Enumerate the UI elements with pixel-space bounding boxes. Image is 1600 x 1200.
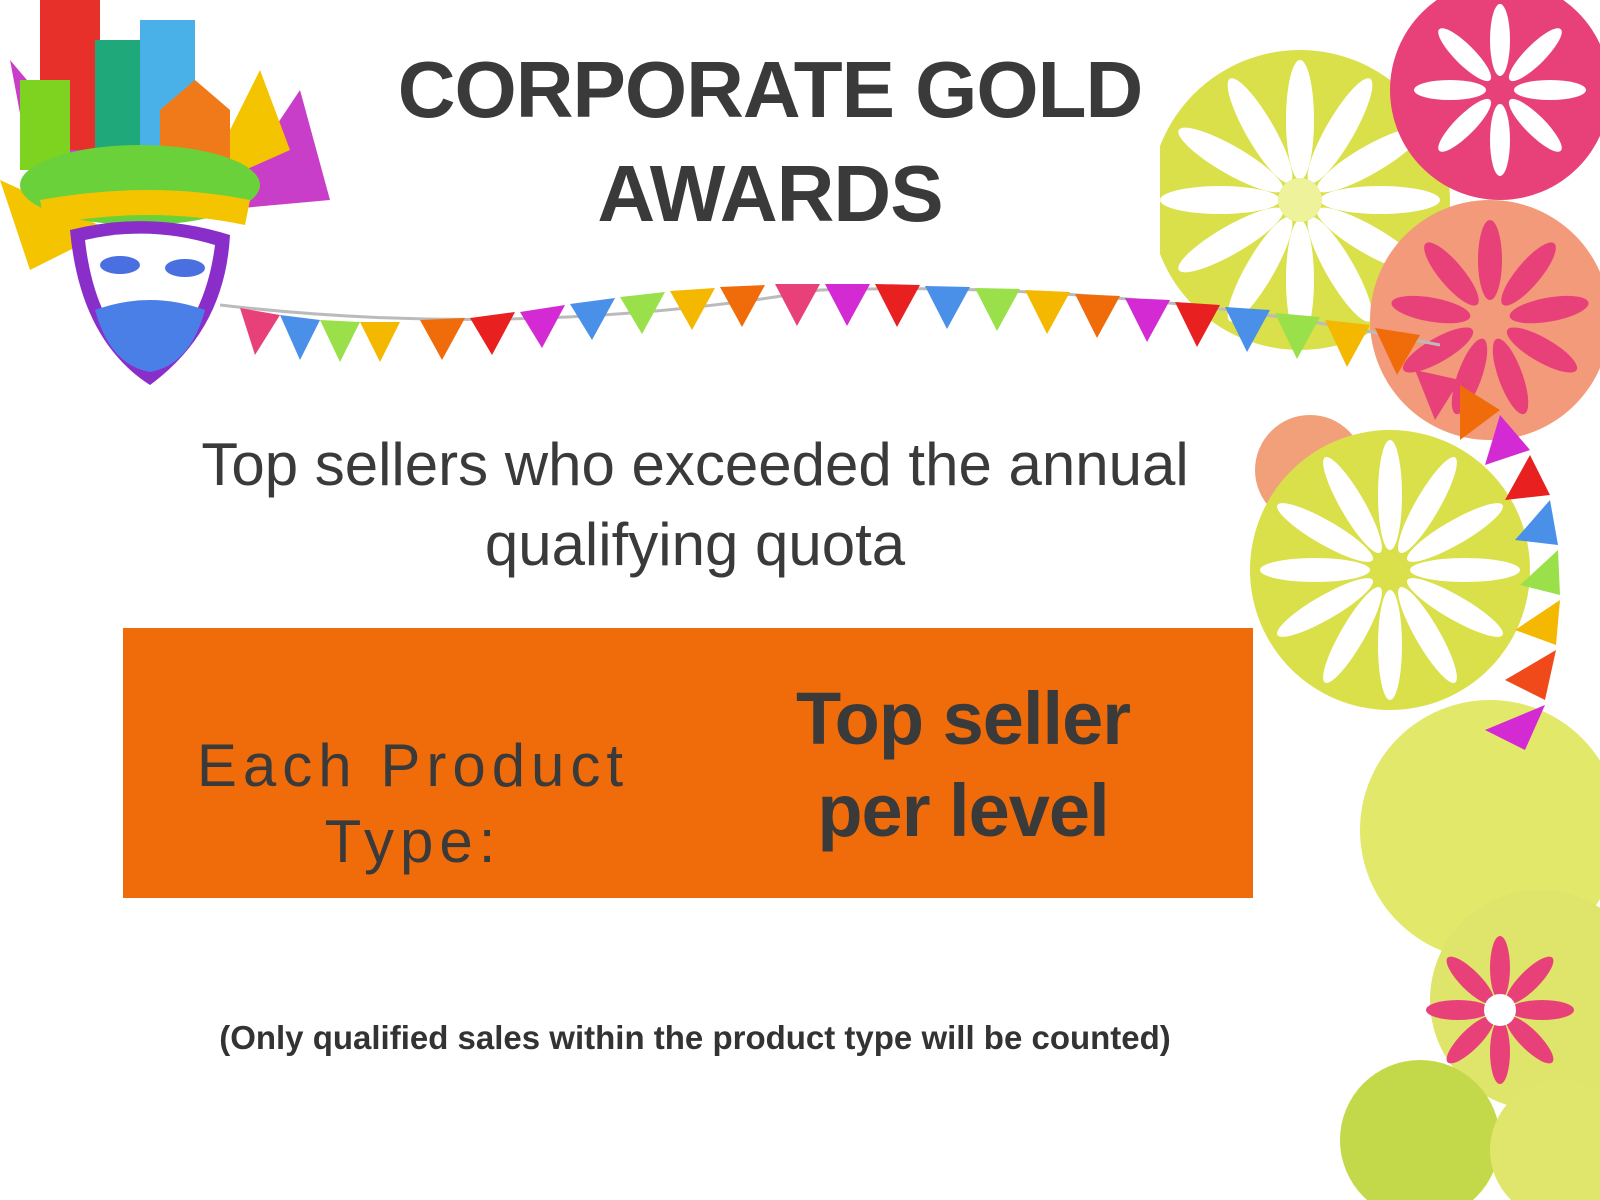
- criteria-value-line-2: per level: [817, 769, 1109, 852]
- criteria-label-line-1: Each Product: [196, 732, 630, 799]
- criteria-label: [193, 728, 633, 880]
- subtitle-line-1: Top sellers who exceeded the annual: [201, 431, 1189, 498]
- criteria-label-line-2: Type:: [324, 808, 502, 875]
- title-line-2: AWARDS: [597, 149, 943, 238]
- criteria-value: [763, 673, 1163, 857]
- criteria-value-line-1: Top seller: [795, 677, 1131, 760]
- title-line-1: CORPORATE GOLD: [397, 45, 1143, 134]
- pennant-bunting-banner: [220, 260, 1440, 380]
- award-criteria-box: [123, 628, 1253, 898]
- page-title: [330, 38, 1210, 246]
- subtitle: [150, 425, 1240, 585]
- footnote: (Only qualified sales within the product type will be counted): [219, 1019, 1171, 1056]
- subtitle-line-2: qualifying quota: [484, 511, 906, 578]
